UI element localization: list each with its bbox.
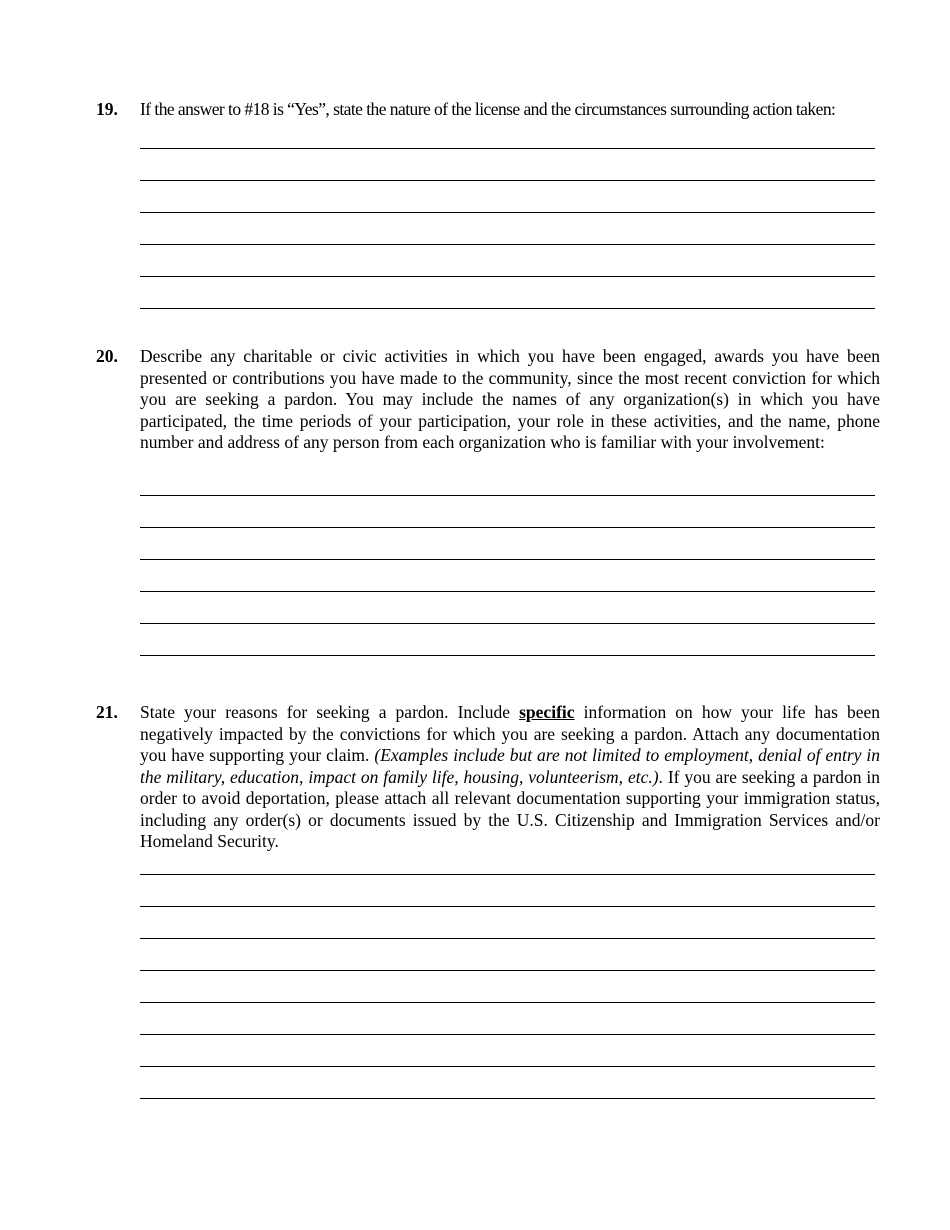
answer-line[interactable] — [140, 591, 875, 592]
text-part: State your reasons for seeking a pardon. Include — [140, 702, 520, 722]
answer-line[interactable] — [140, 559, 875, 560]
answer-line[interactable] — [140, 308, 875, 309]
answer-line[interactable] — [140, 970, 875, 971]
answer-line[interactable] — [140, 148, 875, 149]
question-number: 19. — [96, 99, 118, 119]
question-number: 20. — [96, 346, 118, 366]
answer-line[interactable] — [140, 244, 875, 245]
emphasis-text: specific — [519, 702, 575, 722]
answer-line[interactable] — [140, 180, 875, 181]
text-part: . If you are seeking a pardon in order to avoid deportation, please attach all relevant documentation supporting your immigration status, including any order(s) or documents issued by the U.S. Citizenship and Immigration Services and/or Homeland Security. — [140, 766, 880, 851]
answer-line[interactable] — [140, 1098, 875, 1099]
answer-line[interactable] — [140, 527, 875, 528]
answer-line[interactable] — [140, 276, 875, 277]
answer-line[interactable] — [140, 1034, 875, 1035]
answer-line[interactable] — [140, 906, 875, 907]
answer-line[interactable] — [140, 1002, 875, 1003]
question-text: Describe any charitable or civic activities in which you have been engaged, awards you have been presented or contributions you have made to the community, since the most recent conviction for which you are seeking a pardon. You may include the names of any organization(s) in which you have participated, the time periods of your participation, your role in these activities, and the name, phone number and address of any person from each organization who is familiar with your involvement: — [140, 346, 880, 452]
answer-line[interactable] — [140, 212, 875, 213]
question-number: 21. — [96, 702, 118, 722]
question-text: If the answer to #18 is “Yes”, state the nature of the license and the circumstances surrounding action taken: — [140, 99, 836, 119]
answer-line[interactable] — [140, 623, 875, 624]
examples-text: (Examples include but are not limited to employment, denial of entry in the military, education, impact on family life, housing, volunteerism, etc.) — [140, 745, 880, 787]
question-text — [140, 702, 880, 853]
answer-line[interactable] — [140, 655, 875, 656]
text-part: information on how your life has been negatively impacted by the convictions for which you are seeking a pardon. Attach any documentation you have supporting your claim. — [140, 702, 880, 765]
answer-line[interactable] — [140, 938, 875, 939]
answer-line[interactable] — [140, 495, 875, 496]
answer-line[interactable] — [140, 1066, 875, 1067]
answer-line[interactable] — [140, 874, 875, 875]
